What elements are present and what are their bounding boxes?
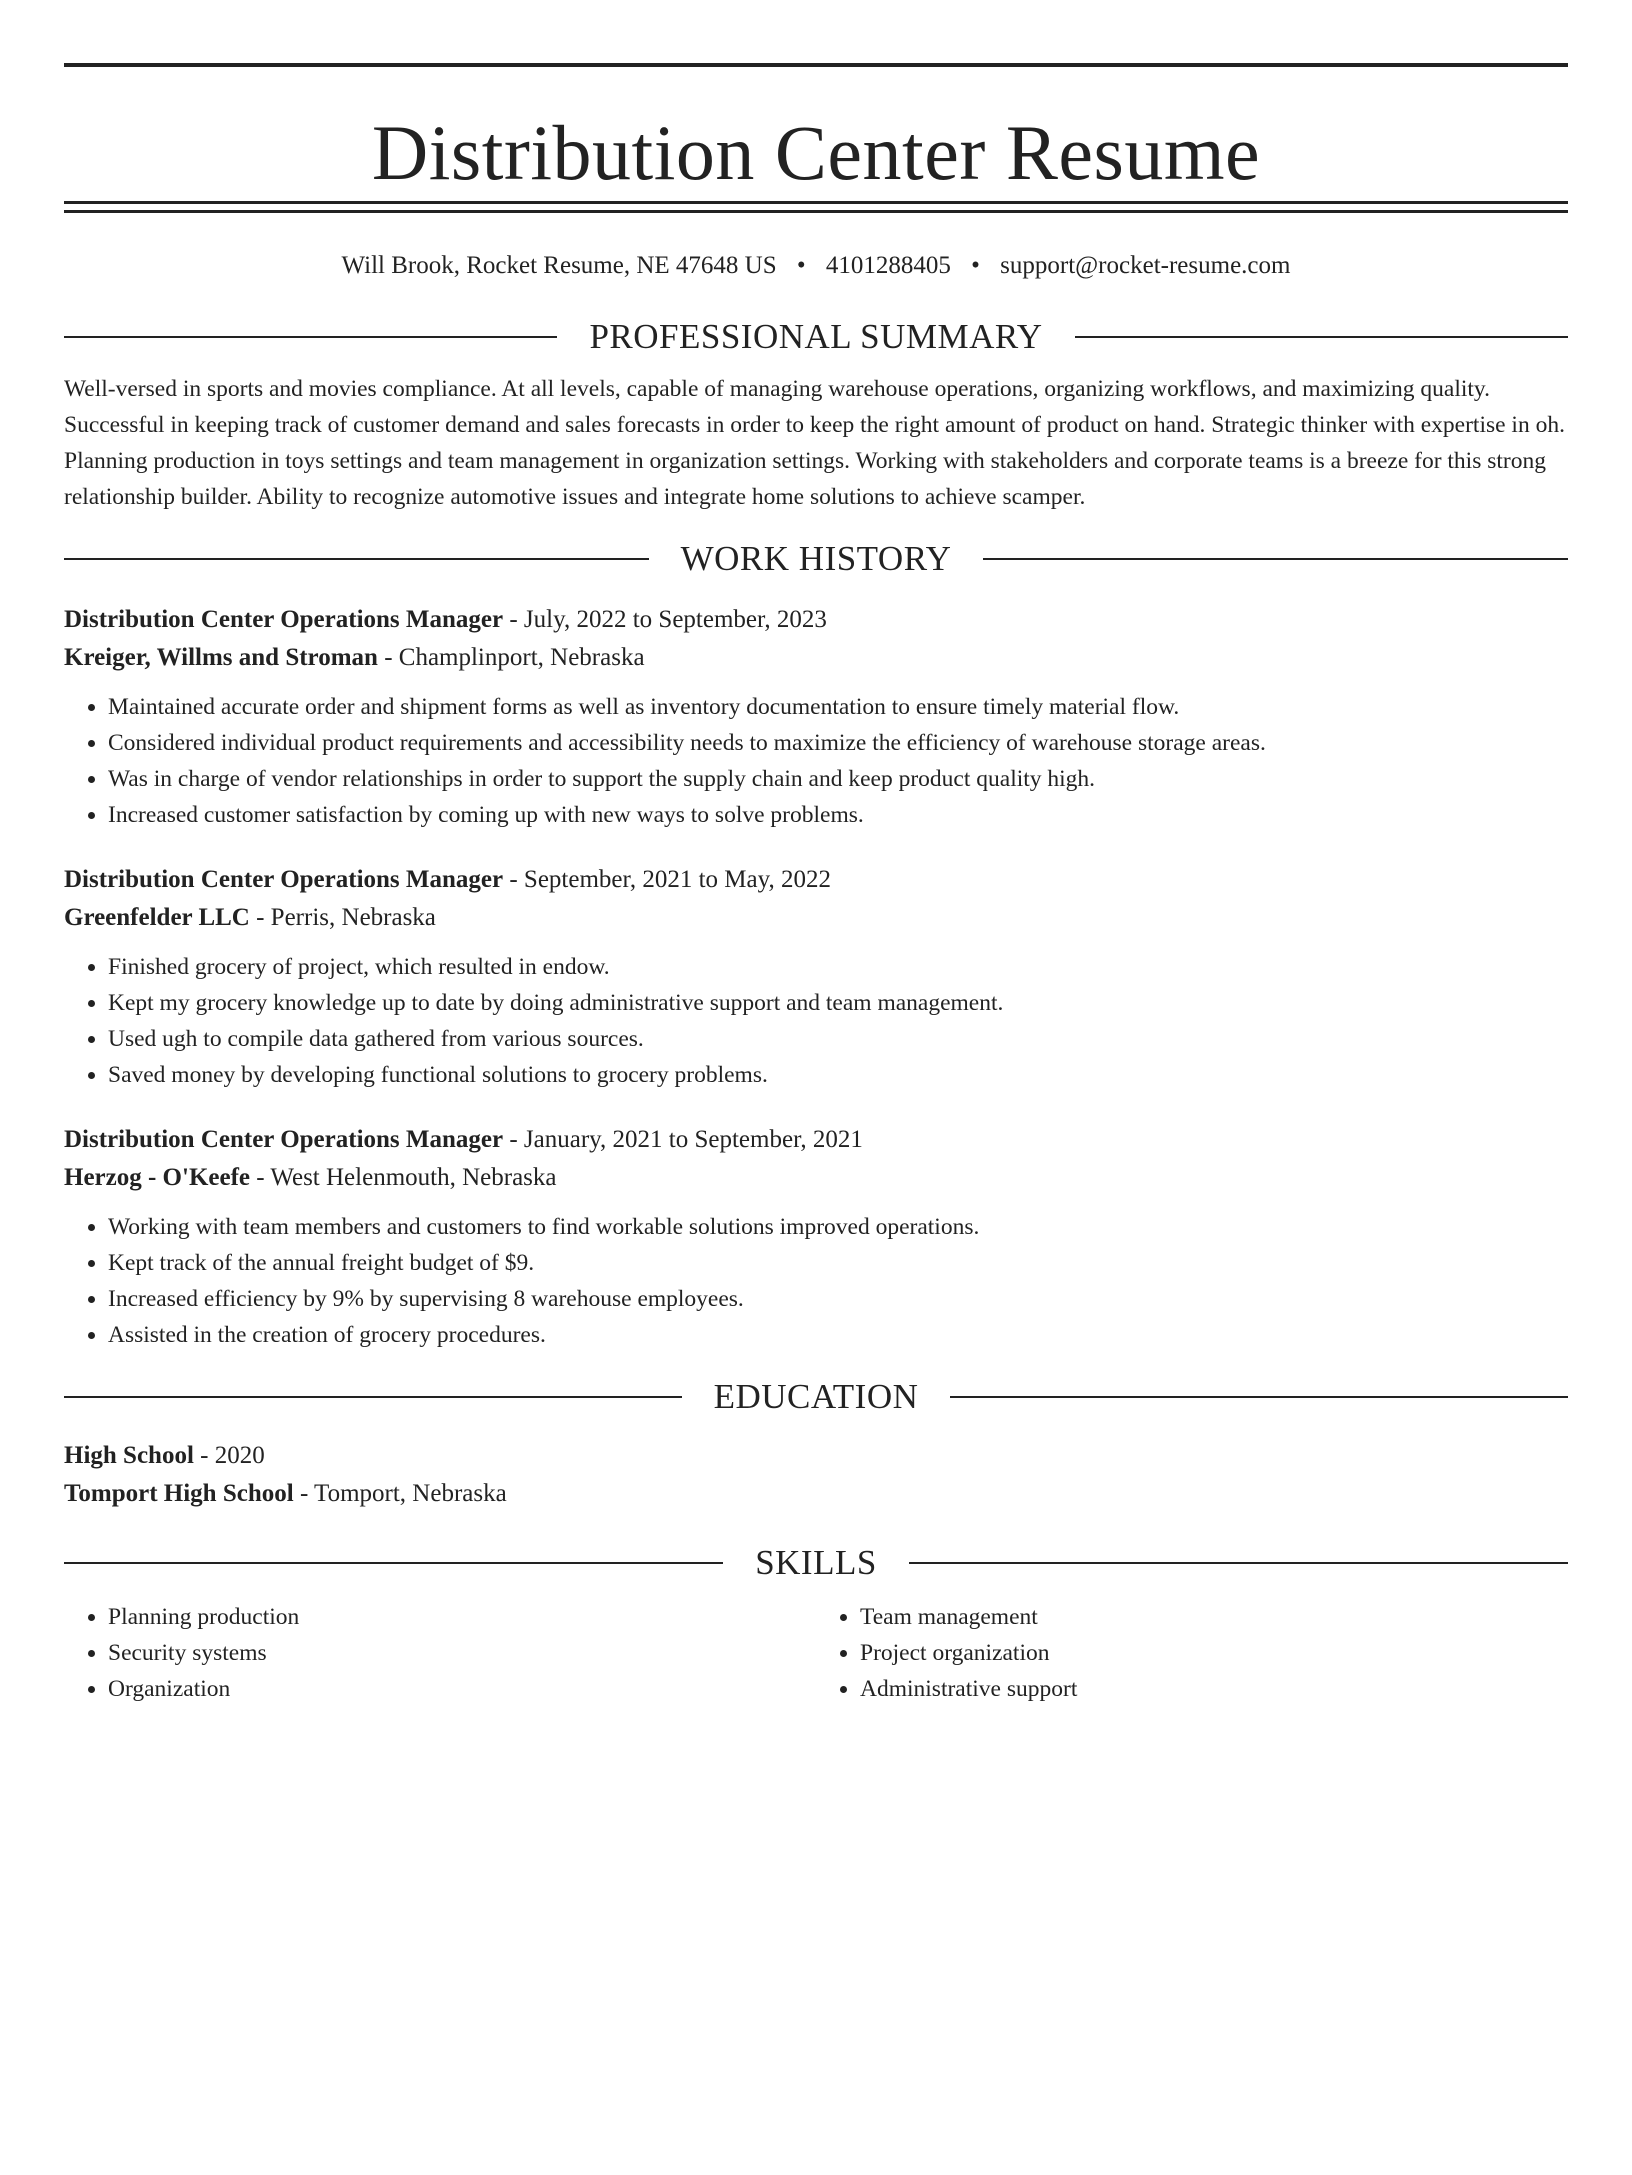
resume-title: Distribution Center Resume [371, 109, 1261, 196]
summary-text: Well-versed in sports and movies compliance. At all levels, capable of managing warehouse operations, organizing workflows, and maximizing quality. Successful in keeping track of customer demand and sales forecasts in order to keep the right amount of product on hand. Strategic thinker with expertise in oh. Planning production in toys settings and team management in organization settings. Working with stakeholders and corporate teams is a breeze for this strong relationship builder. Ability to recognize automotive issues and integrate home solutions to achieve scamper. [64, 376, 1565, 510]
contact-address: Will Brook, Rocket Resume, NE 47648 US [341, 252, 777, 279]
job-title-line [64, 861, 1568, 899]
job-bullet: • Considered individual product requirements and accessibility needs to maximize the efficiency of warehouse storage areas. [108, 725, 1568, 761]
section-title: WORK HISTORY [680, 539, 952, 578]
contact-email: support@rocket-resume.com [1000, 252, 1291, 279]
job-entry [64, 861, 1568, 1093]
job-company: Kreiger, Willms and Stroman [64, 644, 378, 671]
section-title: EDUCATION [713, 1377, 919, 1416]
resume-page [0, 63, 1632, 2175]
job-bullet: • Saved money by developing functional solutions to grocery problems. [108, 1057, 1568, 1093]
job-bullet: • Used ugh to compile data gathered from various sources. [108, 1021, 1568, 1057]
skills-column-right [816, 1599, 1568, 1707]
divider-line [983, 558, 1568, 560]
job-location: - Champlinport, Nebraska [377, 644, 645, 671]
contact-separator: • [796, 252, 806, 279]
job-company: Greenfelder LLC [64, 904, 250, 931]
skill-item: • Organization [108, 1671, 816, 1707]
skills-column-left [64, 1599, 816, 1707]
job-location: - Perris, Nebraska [249, 904, 436, 931]
job-dates: - January, 2021 to September, 2021 [503, 1126, 863, 1153]
skills-list [64, 1599, 1568, 1707]
job-company-line [64, 639, 1568, 677]
education-location: - Tomport, Nebraska [293, 1480, 507, 1507]
skill-item: • Project organization [860, 1635, 1568, 1671]
divider-line [909, 1562, 1568, 1564]
divider-line [64, 1396, 682, 1398]
divider-line [64, 1562, 723, 1564]
section-title: PROFESSIONAL SUMMARY [589, 317, 1043, 356]
contact-line [64, 249, 1568, 283]
job-bullet: • Finished grocery of project, which resulted in endow. [108, 949, 1568, 985]
education-entry [64, 1437, 1568, 1513]
skill-item: • Planning production [108, 1599, 816, 1635]
education-degree-line [64, 1437, 1568, 1475]
job-title-line [64, 1121, 1568, 1159]
divider-line [64, 558, 649, 560]
job-bullet: • Assisted in the creation of grocery procedures. [108, 1317, 1568, 1353]
job-entry [64, 601, 1568, 833]
title-double-rule [64, 201, 1568, 213]
education-school-line [64, 1475, 1568, 1513]
top-rule [64, 63, 1568, 67]
job-bullets [64, 949, 1568, 1093]
work-history-list [64, 601, 1568, 1353]
education-section-heading [64, 1375, 1568, 1419]
job-dates: - September, 2021 to May, 2022 [503, 866, 831, 893]
job-company-line [64, 899, 1568, 937]
job-location: - West Helenmouth, Nebraska [250, 1164, 557, 1191]
job-company: Herzog - O'Keefe [64, 1164, 251, 1191]
education-school: Tomport High School [64, 1480, 294, 1507]
job-entry [64, 1121, 1568, 1353]
summary-section-heading [64, 315, 1568, 359]
job-title: Distribution Center Operations Manager [64, 866, 504, 893]
job-title: Distribution Center Operations Manager [64, 1126, 504, 1153]
job-bullet: • Maintained accurate order and shipment forms as well as inventory documentation to ensure timely material flow. [108, 689, 1568, 725]
job-dates: - July, 2022 to September, 2023 [503, 606, 827, 633]
job-bullet: • Increased customer satisfaction by coming up with new ways to solve problems. [108, 797, 1568, 833]
skill-item: • Team management [860, 1599, 1568, 1635]
skills-section-heading [64, 1541, 1568, 1585]
job-bullet: • Kept track of the annual freight budget of $9. [108, 1245, 1568, 1281]
job-title: Distribution Center Operations Manager [64, 606, 504, 633]
job-bullet: • Kept my grocery knowledge up to date by doing administrative support and team management. [108, 985, 1568, 1021]
job-title-line [64, 601, 1568, 639]
job-bullet: • Increased efficiency by 9% by supervising 8 warehouse employees. [108, 1281, 1568, 1317]
job-bullet: • Was in charge of vendor relationships in order to support the supply chain and keep product quality high. [108, 761, 1568, 797]
job-bullets [64, 1209, 1568, 1353]
skill-item: • Security systems [108, 1635, 816, 1671]
work-section-heading [64, 537, 1568, 581]
divider-line [64, 336, 557, 338]
contact-separator: • [971, 252, 980, 279]
job-bullets [64, 689, 1568, 833]
education-degree: High School [64, 1442, 194, 1469]
section-title: SKILLS [755, 1543, 877, 1582]
divider-line [950, 1396, 1568, 1398]
job-company-line [64, 1159, 1568, 1197]
job-bullet: • Working with team members and customers to find workable solutions improved operations. [108, 1209, 1568, 1245]
divider-line [1075, 336, 1568, 338]
skill-item: • Administrative support [860, 1671, 1568, 1707]
education-year: - 2020 [193, 1442, 265, 1469]
contact-phone: 4101288405 [825, 252, 951, 279]
